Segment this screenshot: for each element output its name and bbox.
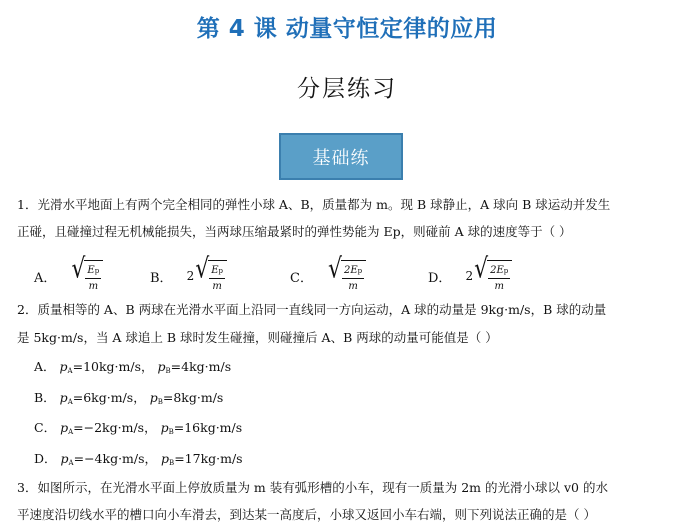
momentum-var: p [157,359,166,374]
q1-option-a[interactable] [34,253,103,292]
subscript-b: B [168,428,174,436]
fraction: $\frac{2Ep}{m}$ [490,265,509,292]
question-1-line-1: 1．光滑水平地面上有两个完全相同的弹性小球 A、B，质量都为 m。现 B 球静止，A 球向 B 球运动并发生 [17,197,611,212]
question-1-options [0,250,694,290]
momentum-a: =−4kg·m/s， [73,451,158,466]
q1-option-c[interactable] [290,253,366,292]
fraction: $\frac{Ep}{m}$ [87,265,100,292]
momentum-b: =8kg·m/s [162,390,224,405]
fraction: $\frac{Ep}{m}$ [211,265,224,292]
fraction: $\frac{2Ep}{m}$ [343,265,363,292]
momentum-a: =−2kg·m/s， [73,420,157,435]
option-label: A． [34,270,57,286]
sqrt-symbol: √ $\frac{Ep}{m}$ [71,260,103,292]
option-label: D． [428,270,452,286]
level-badge: 基础练 [279,133,403,180]
sqrt-symbol: √ $\frac{2Ep}{m}$ [328,260,366,292]
momentum-var: p [60,451,69,466]
momentum-b: =16kg·m/s [173,420,243,435]
question-2-line-2: 是 5kg·m/s，当 A 球追上 B 球时发生碰撞，则碰撞后 A、B 两球的动量可能值是（ ） [17,330,498,345]
momentum-b: =4kg·m/s [170,359,232,374]
option-label: A． [34,359,56,374]
option-coefficient: 2 [186,269,195,283]
momentum-var: p [60,420,69,435]
subscript-a: A [68,428,74,436]
momentum-var: p [59,390,68,405]
option-label: B． [34,390,56,405]
momentum-a: =6kg·m/s， [72,390,146,405]
q2-option-a[interactable] [34,357,231,375]
subscript-b: B [157,398,163,406]
momentum-var: p [160,420,169,435]
question-3-line-2: 平速度沿切线水平的槽口向小车滑去，到达某一高度后，小球又返回小车右端，则下列说法正确的是（ ） [17,507,596,522]
momentum-var: p [161,451,170,466]
question-3-line-1: 3．如图所示，在光滑水平面上停放质量为 m 装有弧形槽的小车，现有一质量为 2m 的光滑小球以 v0 的水 [17,480,608,495]
q1-option-d[interactable] [428,253,512,292]
section-subtitle: 分层练习 [297,76,397,102]
option-label: D． [34,451,57,466]
q1-option-b[interactable] [150,253,227,292]
subscript-b: B [165,367,171,375]
question-2-line-1: 2．质量相等的 A、B 两球在光滑水平面上沿同一直线同一方向运动，A 球的动量是 9kg·m/s，B 球的动量 [17,302,607,317]
momentum-b: =17kg·m/s [174,451,243,466]
lesson-title: 第 4 课 动量守恒定律的应用 [196,16,498,42]
sqrt-symbol: √ $\frac{2Ep}{m}$ [474,260,512,292]
q2-option-d[interactable] [34,449,243,467]
option-label: B． [150,270,173,286]
option-coefficient: 2 [465,269,474,283]
subscript-b: B [169,459,175,467]
q2-option-b[interactable] [34,388,223,406]
sqrt-symbol: √ $\frac{Ep}{m}$ [195,260,227,292]
momentum-var: p [59,359,68,374]
subscript-a: A [67,367,73,375]
question-1-line-2: 正碰，且碰撞过程无机械能损失，当两球压缩最紧时的弹性势能为 Ep，则碰前 A 球的速度等于（ ） [17,224,572,239]
momentum-a: =10kg·m/s， [72,359,154,374]
q2-option-c[interactable] [34,418,242,436]
momentum-var: p [149,390,158,405]
option-label: C． [34,420,57,435]
subscript-a: A [67,398,73,406]
subscript-a: A [68,459,74,467]
option-label: C． [290,270,313,286]
